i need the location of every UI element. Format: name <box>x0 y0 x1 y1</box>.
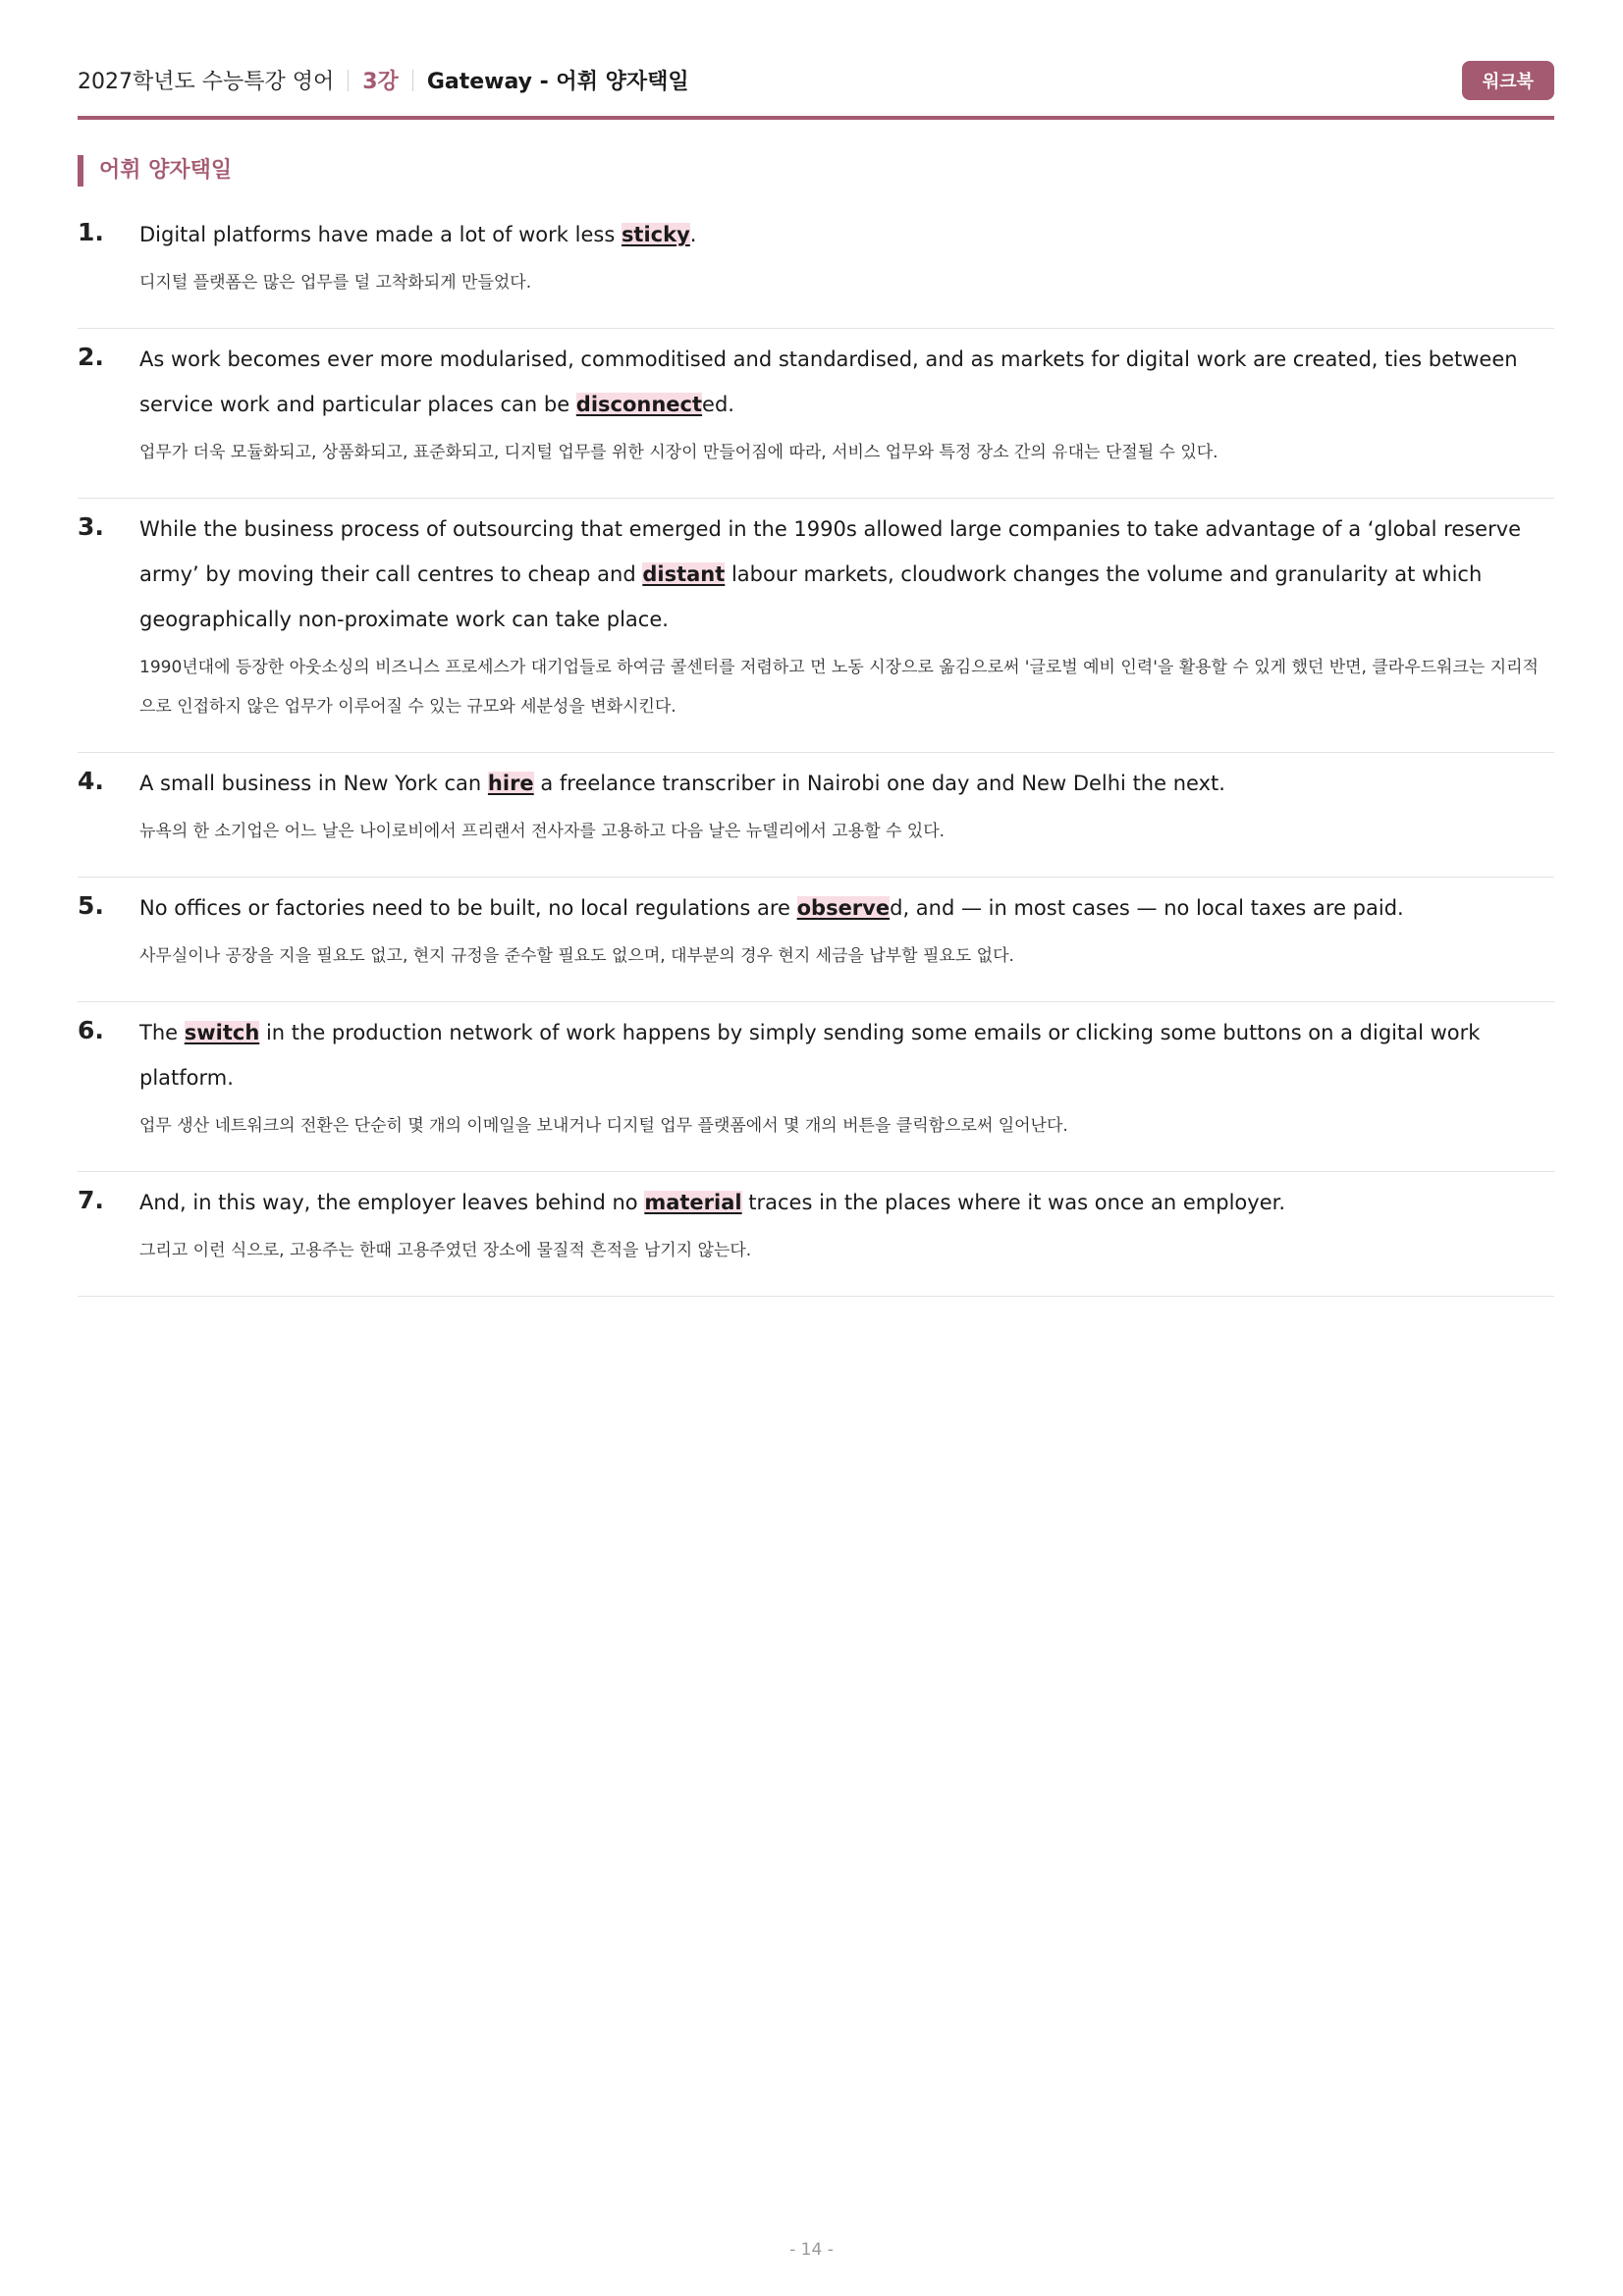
english-sentence <box>139 1180 1554 1225</box>
vocab-keyword: distant <box>642 562 726 586</box>
english-sentence <box>139 212 1554 257</box>
header-rule <box>78 116 1554 120</box>
question-item <box>78 329 1554 499</box>
page-number: - 14 - <box>789 2240 834 2260</box>
korean-translation: 디지털 플랫폼은 많은 업무를 덜 고착화되게 만들었다. <box>139 273 532 293</box>
korean-translation: 업무 생산 네트워크의 전환은 단순히 몇 개의 이메일을 보내거나 디지털 업무 플랫폼에서 몇 개의 버튼을 클릭함으로써 일어난다. <box>139 1116 1068 1136</box>
question-list <box>78 204 1554 1297</box>
sentence-text: And, in this way, the employer leaves behind no <box>139 1191 645 1214</box>
vocab-keyword: disconnect <box>575 393 703 416</box>
sentence-text: No offices or factories need to be built, no local regulations are <box>139 896 797 920</box>
sentence-text: Digital platforms have made a lot of work less <box>139 223 622 246</box>
header-divider <box>412 70 413 91</box>
korean-translation: 뉴욕의 한 소기업은 어느 날은 나이로비에서 프리랜서 전사자를 고용하고 다음 날은 뉴델리에서 고용할 수 있다. <box>139 822 946 841</box>
question-number: 5. <box>78 891 104 920</box>
sentence-text: traces in the places where it was once an employer. <box>741 1191 1285 1214</box>
question-number: 3. <box>78 512 104 541</box>
header-left <box>78 65 689 95</box>
sentence-text: labour markets, cloudwork changes the volume and granularity at which geographically non-proximate work can take place. <box>139 562 1483 631</box>
question-number: 6. <box>78 1016 104 1044</box>
sentence-text: . <box>689 223 697 246</box>
question-item <box>78 499 1554 753</box>
english-sentence <box>139 885 1554 931</box>
korean-translation: 1990년대에 등장한 아웃소싱의 비즈니스 프로세스가 대기업들로 하여금 콜센터를 저렴하고 먼 노동 시장으로 옮김으로써 '글로벌 예비 인력'을 활용할 수 있게 했던 반면, 클라우드워크는 지리적으로 인접하지 않은 업무가 이루어질 수 있는 규모와 세분성을 변화시킨다. <box>139 658 1539 717</box>
question-item <box>78 1172 1554 1297</box>
question-number: 7. <box>78 1186 104 1214</box>
question-item <box>78 878 1554 1002</box>
question-number: 1. <box>78 218 104 246</box>
sentence-text: While the business process of outsourcing that emerged in the 1990s allowed large companies to take advantage of a ‘global reserve army’ by moving their call centres to cheap and <box>139 517 1522 586</box>
korean-translation: 사무실이나 공장을 지을 필요도 없고, 현지 규정을 준수할 필요도 없으며, 대부분의 경우 현지 세금을 납부할 필요도 없다. <box>139 946 1014 966</box>
english-sentence <box>139 1010 1554 1100</box>
sentence-text: in the production network of work happens by simply sending some emails or clicking some buttons on a digital work platform. <box>139 1021 1481 1090</box>
english-sentence <box>139 761 1554 806</box>
question-number: 4. <box>78 767 104 795</box>
vocab-keyword: sticky <box>621 223 690 246</box>
page-header <box>78 61 1554 106</box>
vocab-keyword: hire <box>487 772 534 795</box>
sentence-text: d, and — in most cases — no local taxes are paid. <box>890 896 1404 920</box>
lesson-title: Gateway - 어휘 양자택일 <box>426 70 689 94</box>
question-number: 2. <box>78 343 104 371</box>
sentence-text: As work becomes ever more modularised, commoditised and standardised, and as markets for digital work are created, ties between service work and particular places can be <box>139 347 1518 416</box>
korean-translation: 업무가 더욱 모듈화되고, 상품화되고, 표준화되고, 디지털 업무를 위한 시장이 만들어짐에 따라, 서비스 업무와 특정 장소 간의 유대는 단절될 수 있다. <box>139 443 1218 462</box>
question-item <box>78 1002 1554 1172</box>
english-sentence <box>139 337 1554 427</box>
question-item <box>78 204 1554 329</box>
sentence-text: a freelance transcriber in Nairobi one day and New Delhi the next. <box>533 772 1225 795</box>
english-sentence <box>139 507 1554 642</box>
korean-translation: 그리고 이런 식으로, 고용주는 한때 고용주였던 장소에 물질적 흔적을 남기지 않는다. <box>139 1241 752 1260</box>
sentence-text: A small business in New York can <box>139 772 488 795</box>
book-title: 2027학년도 수능특강 영어 <box>78 70 335 94</box>
vocab-keyword: switch <box>184 1021 260 1044</box>
section-title: 어휘 양자택일 <box>78 155 232 187</box>
question-item <box>78 753 1554 878</box>
vocab-keyword: observe <box>796 896 891 920</box>
sentence-text: ed. <box>702 393 734 416</box>
sentence-text: The <box>139 1021 185 1044</box>
header-divider <box>348 70 349 91</box>
workbook-badge: 워크북 <box>1462 61 1554 100</box>
lesson-number: 3강 <box>362 70 399 94</box>
vocab-keyword: material <box>644 1191 742 1214</box>
